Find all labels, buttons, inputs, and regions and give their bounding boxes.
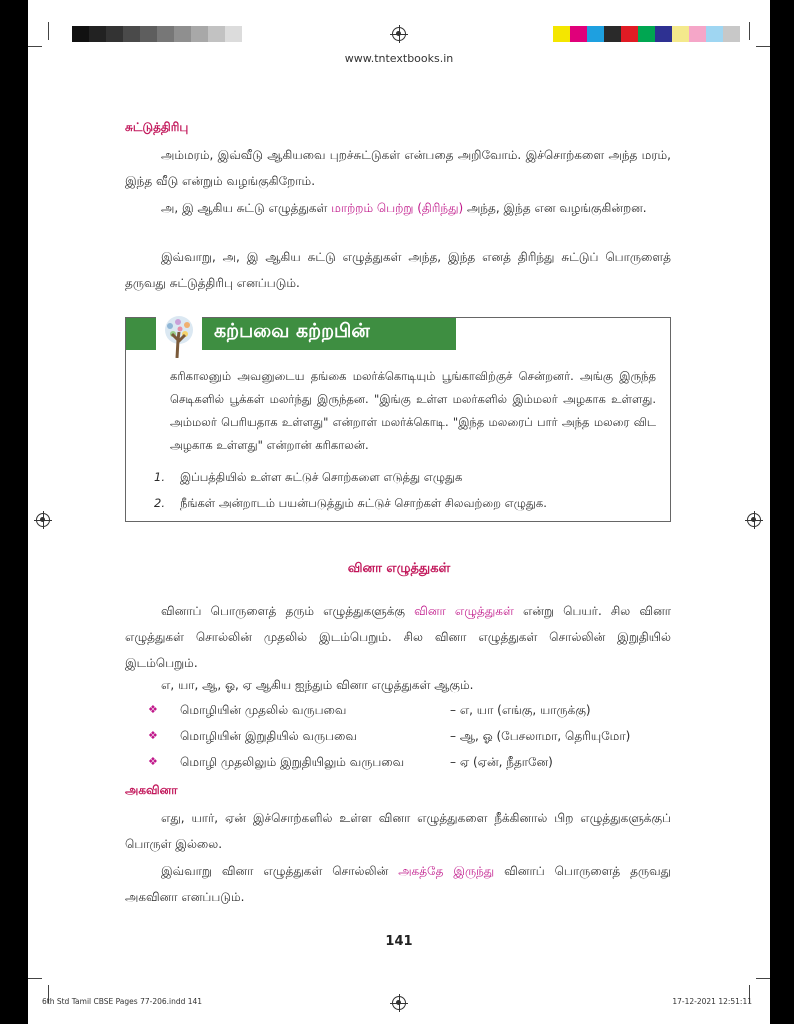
registration-mark-icon xyxy=(747,513,761,527)
color-swatch xyxy=(123,26,140,42)
crop-mark xyxy=(749,22,750,40)
color-swatch xyxy=(89,26,106,42)
color-swatch xyxy=(72,26,89,42)
tree-icon xyxy=(156,314,202,358)
color-swatch xyxy=(157,26,174,42)
list-item xyxy=(154,490,654,516)
color-swatch xyxy=(672,26,689,42)
section-heading-agavina: அகவினா xyxy=(125,783,178,797)
paragraph-text: வினாப் பொருளைத் தருவது அகவினா எனப்படும். xyxy=(125,864,671,904)
color-swatch xyxy=(604,26,621,42)
crop-mark xyxy=(48,22,49,40)
activity-passage: கரிகாலனும் அவனுடைய தங்கை மலர்க்கொடியும் பூங்காவிற்குச் சென்றனர். அங்கு இருந்த செடிகளில் பூக்கள் மலர்ந்து இருந்தன. "இங்கு உள்ள மலர்களில் இம்மலர் அழகாக உள்ளது. அம்மலர் பெரியதாக உள்ளது" என்றாள் மலர்க்கொடி. "இந்த மலரைப் பார் அந்த மலரை விட அழகாக உள்ளது" என்றான் கரிகாலன். xyxy=(170,369,656,452)
crop-mark xyxy=(28,978,42,979)
crop-mark xyxy=(28,46,42,47)
question-number: 2. xyxy=(154,496,165,510)
activity-box xyxy=(125,317,671,522)
crop-mark xyxy=(756,978,770,979)
paragraph: எ, யா, ஆ, ஓ, ஏ ஆகிய ஐந்தும் வினா எழுத்துகள் ஆகும். xyxy=(161,678,474,692)
highlighted-text: மாற்றம் பெற்று (திரிந்து) xyxy=(331,201,464,215)
paragraph: இவ்வாறு, அ, இ ஆகிய சுட்டு எழுத்துகள் அந்த, இந்த எனத் திரிந்து சுட்டுப் பொருளைத் தருவது சுட்டுத்திரிபு எனப்படும். xyxy=(125,250,671,290)
color-swatch xyxy=(553,26,570,42)
color-swatch xyxy=(689,26,706,42)
diamond-bullet-icon: ❖ xyxy=(148,755,158,768)
question-text: இப்பத்தியில் உள்ள சுட்டுச் சொற்களை எடுத்து எழுதுக xyxy=(180,470,463,484)
paragraph-text: என்று பெயர். சில வினா எழுத்துகள் சொல்லின் முதலில் இடம்பெறும். சில வினா எழுத்துகள் சொல்லின் இறுதியில் இடம்பெறும். xyxy=(125,604,671,670)
bullet-label: மொழியின் முதலில் வருபவை xyxy=(180,703,347,717)
color-swatch xyxy=(587,26,604,42)
registration-mark-icon xyxy=(36,513,50,527)
cmyk-color-bar xyxy=(553,26,740,42)
paragraph xyxy=(125,858,671,910)
color-swatch xyxy=(225,26,242,42)
color-swatch xyxy=(621,26,638,42)
page-number: 141 xyxy=(385,934,413,949)
color-swatch xyxy=(638,26,655,42)
question-list xyxy=(154,464,654,516)
section-heading-suttuthiribu: சுட்டுத்திரிபு xyxy=(125,120,189,134)
bullet-label: மொழி முதலிலும் இறுதியிலும் வருபவை xyxy=(180,755,405,769)
bullet-example: – எ, யா (எங்கு, யாருக்கு) xyxy=(450,703,591,717)
bullet-label: மொழியின் இறுதியில் வருபவை xyxy=(180,729,357,743)
color-swatch xyxy=(140,26,157,42)
paragraph xyxy=(125,195,671,221)
paragraph xyxy=(125,598,671,676)
paragraph: அம்மரம், இவ்வீடு ஆகியவை புறச்சுட்டுகள் என்பதை அறிவோம். இச்சொற்களை அந்த மரம், இந்த வீடு என்றும் வழங்குகிறோம். xyxy=(125,148,671,188)
paragraph-text: அ, இ ஆகிய சுட்டு எழுத்துகள் xyxy=(161,201,332,215)
color-swatch xyxy=(191,26,208,42)
diamond-bullet-icon: ❖ xyxy=(148,729,158,742)
paragraph-text: வினாப் பொருளைத் தரும் எழுத்துகளுக்கு xyxy=(161,604,415,618)
grayscale-color-bar xyxy=(72,26,242,42)
color-swatch xyxy=(570,26,587,42)
color-swatch xyxy=(174,26,191,42)
color-swatch xyxy=(208,26,225,42)
bullet-example: – ஏ (ஏன், நீதானே) xyxy=(450,755,553,769)
paragraph: எது, யார், ஏன் இச்சொற்களில் உள்ள வினா எழுத்துகளை நீக்கினால் பிற எழுத்துகளுக்குப் பொருள் இல்லை. xyxy=(125,811,671,851)
color-swatch xyxy=(706,26,723,42)
paragraph-text: இவ்வாறு வினா எழுத்துகள் சொல்லின் xyxy=(161,864,399,878)
question-number: 1. xyxy=(154,470,165,484)
color-swatch xyxy=(655,26,672,42)
registration-mark-icon xyxy=(392,996,406,1010)
highlighted-text: வினா எழுத்துகள் xyxy=(414,604,514,618)
color-swatch xyxy=(106,26,123,42)
website-url: www.tntextbooks.in xyxy=(344,52,454,65)
print-timestamp: 17-12-2021 12:51:11 xyxy=(672,997,752,1006)
diamond-bullet-icon: ❖ xyxy=(148,703,158,716)
highlighted-text: அகத்தே இருந்து xyxy=(398,864,495,878)
activity-header xyxy=(126,318,456,350)
file-info: 6th Std Tamil CBSE Pages 77-206.indd 141 xyxy=(42,997,203,1006)
registration-mark-icon xyxy=(392,27,406,41)
bullet-example: – ஆ, ஓ (பேசலாமா, தெரியுமோ) xyxy=(450,729,631,743)
paragraph-text: அந்த, இந்த என வழங்குகின்றன. xyxy=(463,201,647,215)
question-text: நீங்கள் அன்றாடம் பயன்படுத்தும் சுட்டுச் சொற்கள் சிலவற்றை எழுதுக. xyxy=(180,496,547,510)
color-swatch xyxy=(723,26,740,42)
textbook-page xyxy=(28,0,770,1024)
activity-title: கற்பவை கற்றபின் xyxy=(214,320,370,342)
section-title-vina-ezhuthukal: வினா எழுத்துகள் xyxy=(347,561,451,576)
crop-mark xyxy=(756,46,770,47)
list-item xyxy=(154,464,654,490)
